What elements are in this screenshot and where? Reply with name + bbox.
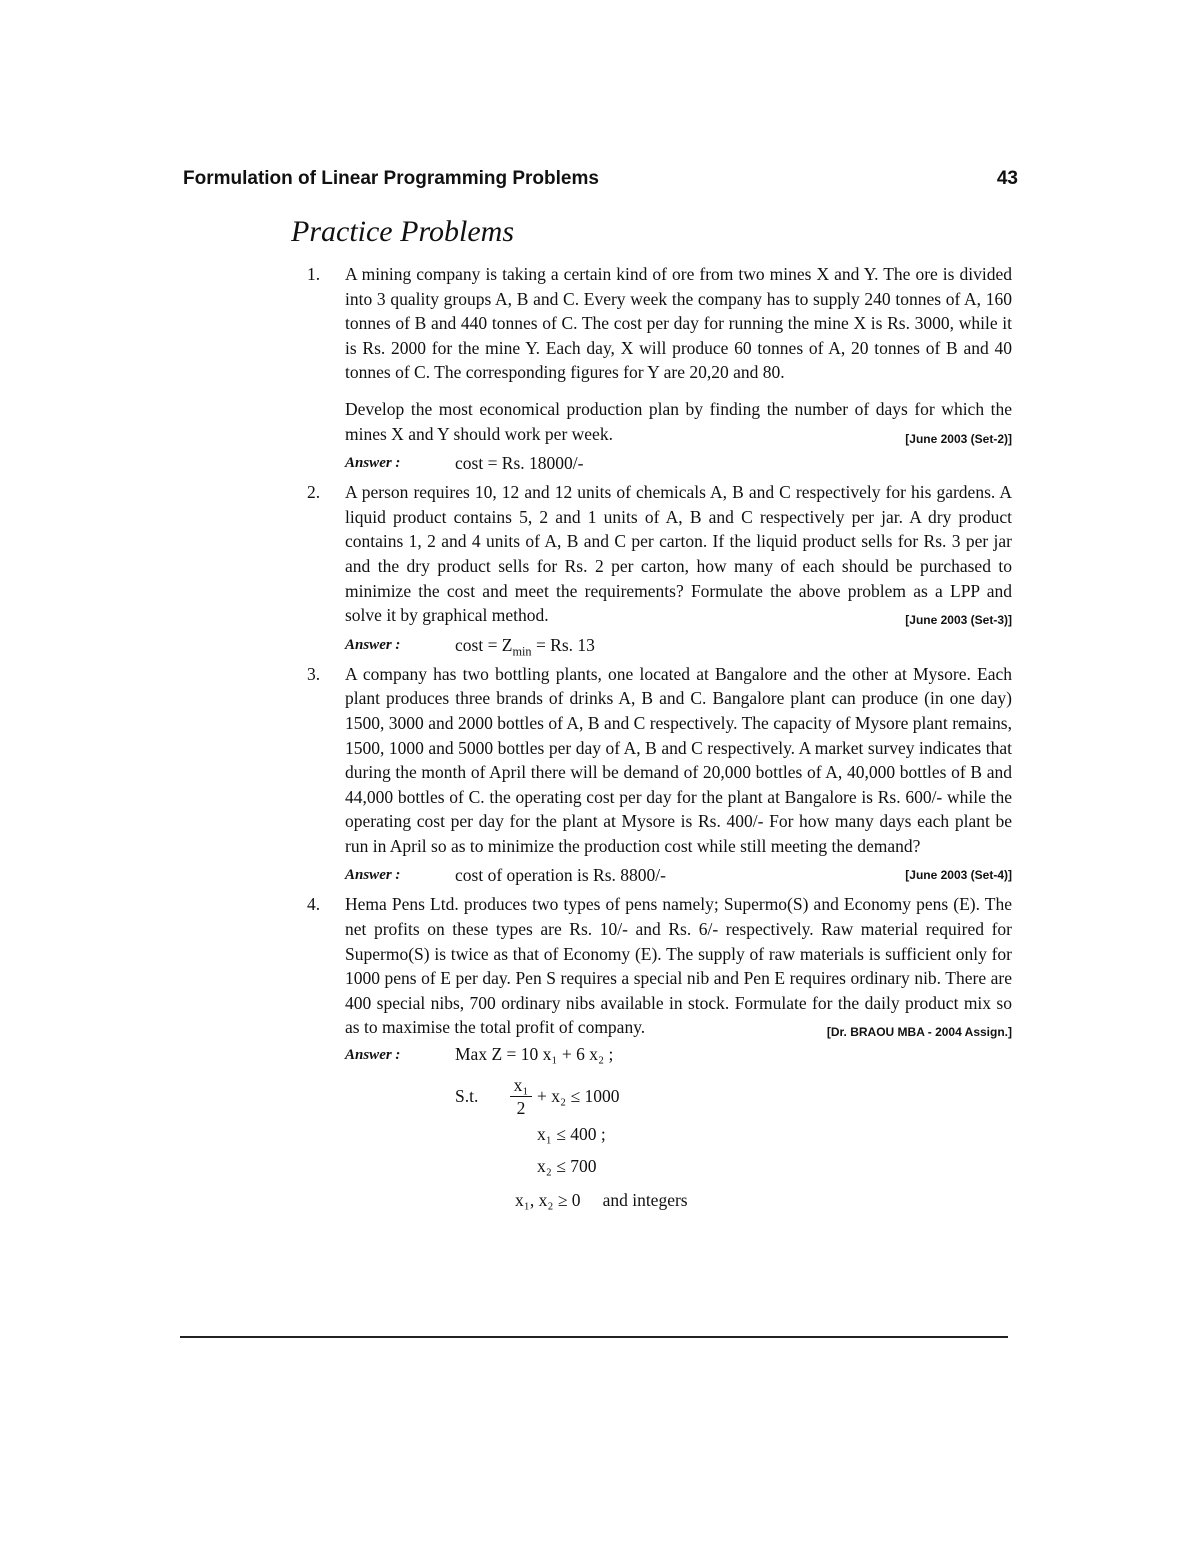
fraction-denominator: 2: [516, 1098, 526, 1119]
exam-reference: [June 2003 (Set-3)]: [905, 613, 1012, 628]
problem-text: Hema Pens Ltd. produces two types of pens namely; Supermo(S) and Economy pens (E). The net profits on these types are Rs. 10/- and Rs. 6/- respectively. Raw material required for Supermo(S) is twice as that of Economy (E). The supply of raw materials is sufficient only for 1000 pens of E per day. Pen S requires a special nib and Pen E requires ordinary nib. There are 400 special nibs, 700 ordinary nibs available in stock. Formulate for the daily product mix so as to maximise the total profit of company.: [345, 894, 1012, 1038]
constraint-nonnegativity: [515, 1190, 688, 1211]
exam-reference: [June 2003 (Set-2)]: [905, 431, 1012, 446]
answer-label: Answer :: [345, 867, 401, 884]
section-title: Practice Problems: [291, 215, 514, 248]
problem-text: A person requires 10, 12 and 12 units of chemicals A, B and C respectively for his gardens. A liquid product contains 5, 2 and 1 units of A, B and C respectively per jar. A dry product contains 1, 2 and 4 units of A, B and C per carton. If the liquid product sells for Rs. 3 per jar and the dry product sells for Rs. 2 per carton, how many of each should be purchased to minimize the cost and meet the requirements? Formulate the above problem as a LPP and solve it by graphical method.: [345, 482, 1012, 626]
answer-label: Answer :: [345, 455, 401, 472]
fraction: [510, 1074, 532, 1119]
answer: [345, 858, 1012, 892]
answer-subscript: min: [512, 644, 532, 659]
objective-function: Max Z = 10 x₁ + 6 x₂ ;: [455, 1044, 614, 1065]
problem-text: A company has two bottling plants, one located at Bangalore and the other at Mysore. Each plant produces three brands of drinks A, B and C. Bangalore plant can produce (in one day) 1500, 3000 and 2000 bottles of A, B and C respectively. The capacity of Mysore plant remains, 1500, 1000 and 5000 bottles per day of A, B and C respectively. A market survey indicates that during the month of April there will be demand of 20,000 bottles of A, 40,000 bottles of B and 44,000 bottles of C. the operating cost per day for the plant at Bangalore is Rs. 600/- while the operating cost per day for the plant at Mysore is Rs. 400/- For how many days each plant be run in April so as to minimize the production cost while still meeting the demand?: [345, 663, 1012, 856]
integer-condition: and integers: [602, 1190, 688, 1211]
problem-number: 2.: [307, 482, 321, 503]
problem-number: 4.: [307, 894, 321, 915]
problem-number: 3.: [307, 663, 321, 684]
constraint-ordinary-nib: x₂ ≤ 700: [537, 1156, 597, 1177]
exam-reference: [June 2003 (Set-4)]: [905, 868, 1012, 883]
problem-text: A mining company is taking a certain kind of ore from two mines X and Y. The ore is divided into 3 quality groups A, B and C. Every week the company has to supply 240 tonnes of A, 160 tonnes of B and 440 tonnes of C. The cost per day for running the mine X is Rs. 3000, while it is Rs. 2000 for the mine Y. Each day, X will produce 60 tonnes of A, 20 tonnes of B and 40 tonnes of C. The corresponding figures for Y are 20,20 and 80.: [345, 264, 1012, 383]
answer-prefix: cost = Z: [455, 634, 513, 655]
constraint-raw-material: + x₂ ≤ 1000: [537, 1086, 620, 1107]
answer: [345, 628, 1012, 662]
problem-text-wrapper: [345, 480, 1012, 628]
exam-reference: [Dr. BRAOU MBA - 2004 Assign.]: [826, 1025, 1012, 1040]
problem-text-wrapper: [345, 892, 1012, 1040]
problem-2: [307, 480, 1012, 662]
answer-suffix: = Rs. 13: [531, 634, 595, 655]
problem-number: 1.: [307, 264, 321, 284]
running-header: [183, 168, 1018, 194]
answer-formulation: [345, 1040, 1012, 1211]
nonnegativity-expression: x₁, x₂ ≥ 0: [515, 1190, 581, 1211]
problem-3: [307, 662, 1012, 893]
problem-1: [307, 262, 1012, 480]
answer-value: cost = Rs. 18000/-: [455, 453, 584, 474]
fraction-numerator: x₁: [510, 1074, 532, 1097]
footer-rule: [180, 1336, 1008, 1338]
answer-label: Answer :: [345, 1047, 401, 1064]
constraint-special-nib: x₁ ≤ 400 ;: [537, 1124, 606, 1145]
problem-4: [307, 892, 1012, 1211]
page-number: 43: [996, 168, 1018, 189]
chapter-title: Formulation of Linear Programming Problems: [183, 168, 599, 189]
answer-label: Answer :: [345, 636, 401, 653]
answer: [345, 446, 1012, 480]
problem-text-2: Develop the most economical production plan by finding the number of days for which the mines X and Y should work per week.: [345, 398, 1012, 444]
subject-to-label: S.t.: [455, 1086, 479, 1107]
problem-text-continued: [345, 397, 1012, 446]
answer-value: cost of operation is Rs. 8800/-: [455, 865, 666, 886]
problem-list: [307, 262, 1012, 1211]
